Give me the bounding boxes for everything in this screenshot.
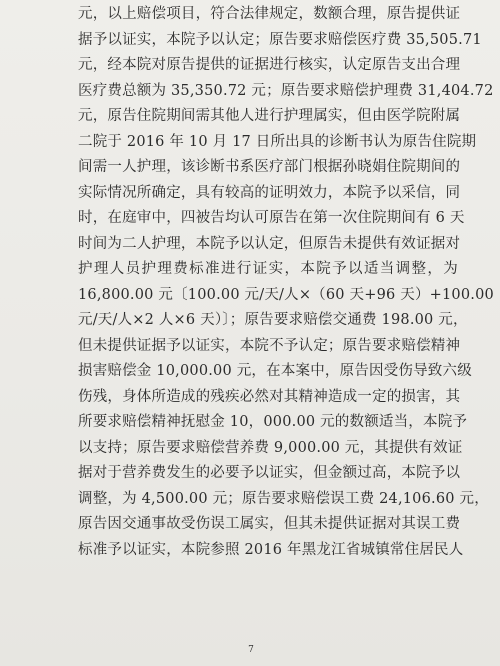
text-line: 间需一人护理，该诊断书系医疗部门根据孙晓娟住院期间的 xyxy=(78,159,461,175)
text-line: 标准予以证实，本院参照 2016 年黑龙江省城镇常住居民人 xyxy=(78,541,464,558)
text-line: 元/天/人×2 人×6 天）〕；原告要求赔偿交通费 198.00 元， xyxy=(78,312,468,328)
text-line: 据予以证实，本院予以认定；原告要求赔偿医疗费 35,505.71 xyxy=(78,31,482,48)
body-text xyxy=(78,2,494,563)
text-line: 但未提供证据予以证实，本院不予认定；原告要求赔偿精神 xyxy=(78,337,461,354)
text-line: 医疗费总额为 35,350.72 元；原告要求赔偿护理费 31,404.72 xyxy=(78,82,494,99)
text-line: 元，以上赔偿项目，符合法律规定，数额合理，原告提供证 xyxy=(78,6,461,22)
text-line: 元，经本院对原告提供的证据进行核实，认定原告支出合理 xyxy=(78,57,461,73)
text-line: 以支持；原告要求赔偿营养费 9,000.00 元，其提供有效证 xyxy=(78,439,463,456)
page-number: 7 xyxy=(248,645,254,655)
text-line: 时间为二人护理，本院予以认定，但原告未提供有效证据对 xyxy=(78,235,461,252)
text-line: 据对于营养费发生的必要予以证实，但金额过高，本院予以 xyxy=(78,465,461,481)
text-line: 损害赔偿金 10,000.00 元，在本案中，原告因受伤导致六级 xyxy=(78,363,472,379)
text-line: 护理人员护理费标准进行证实，本院予以适当调整，为 xyxy=(78,261,458,277)
text-line: 16,800.00 元〔100.00 元/天/人×（60 天+96 天）+100.00 xyxy=(78,286,494,303)
text-line: 所要求赔偿精神抚慰金 10，000.00 元的数额适当，本院予 xyxy=(78,414,468,430)
text-line: 元，原告住院期间需其他人进行护理属实，但由医学院附属 xyxy=(78,108,461,124)
text-line: 实际情况所确定，具有较高的证明效力，本院予以采信，同 xyxy=(78,184,461,201)
text-line: 调整，为 4,500.00 元；原告要求赔偿误工费 24,106.60 元， xyxy=(78,490,489,507)
text-line: 伤残，身体所造成的残疾必然对其精神造成一定的损害，其 xyxy=(78,388,461,405)
text-line: 时，在庭审中，四被告均认可原告在第一次住院期间有 6 天 xyxy=(78,210,465,226)
text-line: 二院于 2016 年 10 月 17 日所出具的诊断书认为原告住院期 xyxy=(78,133,477,150)
text-line: 原告因交通事故受伤误工属实，但其未提供证据对其误工费 xyxy=(78,516,461,532)
